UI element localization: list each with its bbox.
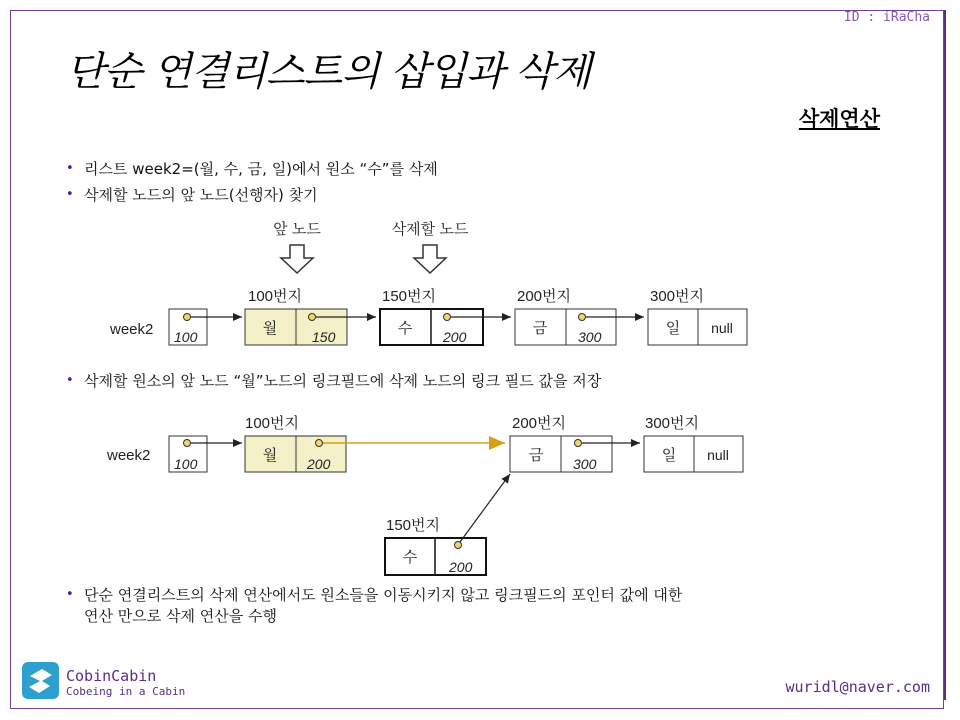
- pointer-dot-icon: [455, 542, 462, 549]
- node-link: 300: [573, 456, 597, 472]
- slide-id: ID : iRaCha: [843, 10, 930, 25]
- brand-name: CobinCabin: [66, 667, 157, 685]
- node-address: 300번지: [645, 415, 700, 432]
- removed-node-link: 200: [449, 559, 473, 575]
- node-address: 200번지: [512, 415, 567, 432]
- node-data: 월: [262, 320, 278, 337]
- bullet-item: • 삭제할 노드의 앞 노드(선행자) 찾기: [84, 185, 318, 205]
- bullet-continuation: 연산 만으로 삭제 연산을 수행: [84, 607, 277, 625]
- delete-node-indicator: [392, 220, 469, 273]
- node-link: 200: [307, 456, 331, 472]
- diagram-before-deletion: [109, 220, 747, 345]
- node-link: 150: [312, 329, 336, 345]
- node-data: 수: [397, 320, 413, 337]
- pointer-dot-icon: [184, 314, 191, 321]
- removed-node-address: 150번지: [386, 517, 441, 534]
- node-address: 200번지: [517, 288, 572, 305]
- pointer-dot-icon: [444, 314, 451, 321]
- node-data: 월: [262, 447, 278, 464]
- pointer-dot-icon: [579, 314, 586, 321]
- node-data: 일: [665, 320, 681, 337]
- prev-node-indicator: [273, 220, 321, 273]
- pointer-dot-icon: [184, 440, 191, 447]
- node-link: 200: [443, 329, 467, 345]
- node-link-null: null: [711, 320, 733, 336]
- node-link: 300: [578, 329, 602, 345]
- delete-node-label: 삭제할 노드: [391, 221, 469, 238]
- diagram-after-deletion: [106, 414, 743, 575]
- head-name: week2: [110, 321, 154, 338]
- head-pointer-value: 100: [174, 456, 198, 472]
- head-name: week2: [107, 447, 151, 464]
- pointer-dot-icon: [316, 440, 323, 447]
- page-title: 단순 연결리스트의 삽입과 삭제: [66, 49, 591, 95]
- cabin-logo-icon: [22, 662, 59, 699]
- node-data: 금: [528, 447, 544, 464]
- head-pointer-value: 100: [174, 329, 198, 345]
- bullet-item: • 리스트 week2=(월, 수, 금, 일)에서 원소 “수”를 삭제: [84, 159, 438, 179]
- pointer-dot-icon: [575, 440, 582, 447]
- node-data: 일: [661, 447, 677, 464]
- removed-node-data: 수: [402, 549, 418, 566]
- pointer-dot-icon: [309, 314, 316, 321]
- brand-tagline: Cobeing in a Cabin: [66, 685, 186, 698]
- author-email: wuridl@naver.com: [785, 678, 930, 696]
- removed-node-link-arrow: [460, 474, 510, 542]
- brand-logo: [22, 662, 59, 699]
- hollow-down-arrow-icon: [281, 245, 313, 273]
- node-address: 300번지: [650, 288, 705, 305]
- hollow-down-arrow-icon: [414, 245, 446, 273]
- prev-node-label: 앞 노드: [273, 221, 321, 238]
- node-link-null: null: [707, 447, 729, 463]
- bullet-item: • 단순 연결리스트의 삭제 연산에서도 원소들을 이동시키지 않고 링크필드의 포인터 값에 대한: [84, 585, 682, 605]
- section-subtitle: 삭제연산: [798, 107, 880, 131]
- node-address: 150번지: [382, 288, 437, 305]
- node-data: 금: [532, 320, 548, 337]
- node-address: 100번지: [245, 415, 300, 432]
- node-address: 100번지: [248, 288, 303, 305]
- bullet-item: • 삭제할 원소의 앞 노드 “월”노드의 링크필드에 삭제 노드의 링크 필드 값을 저장: [84, 371, 601, 391]
